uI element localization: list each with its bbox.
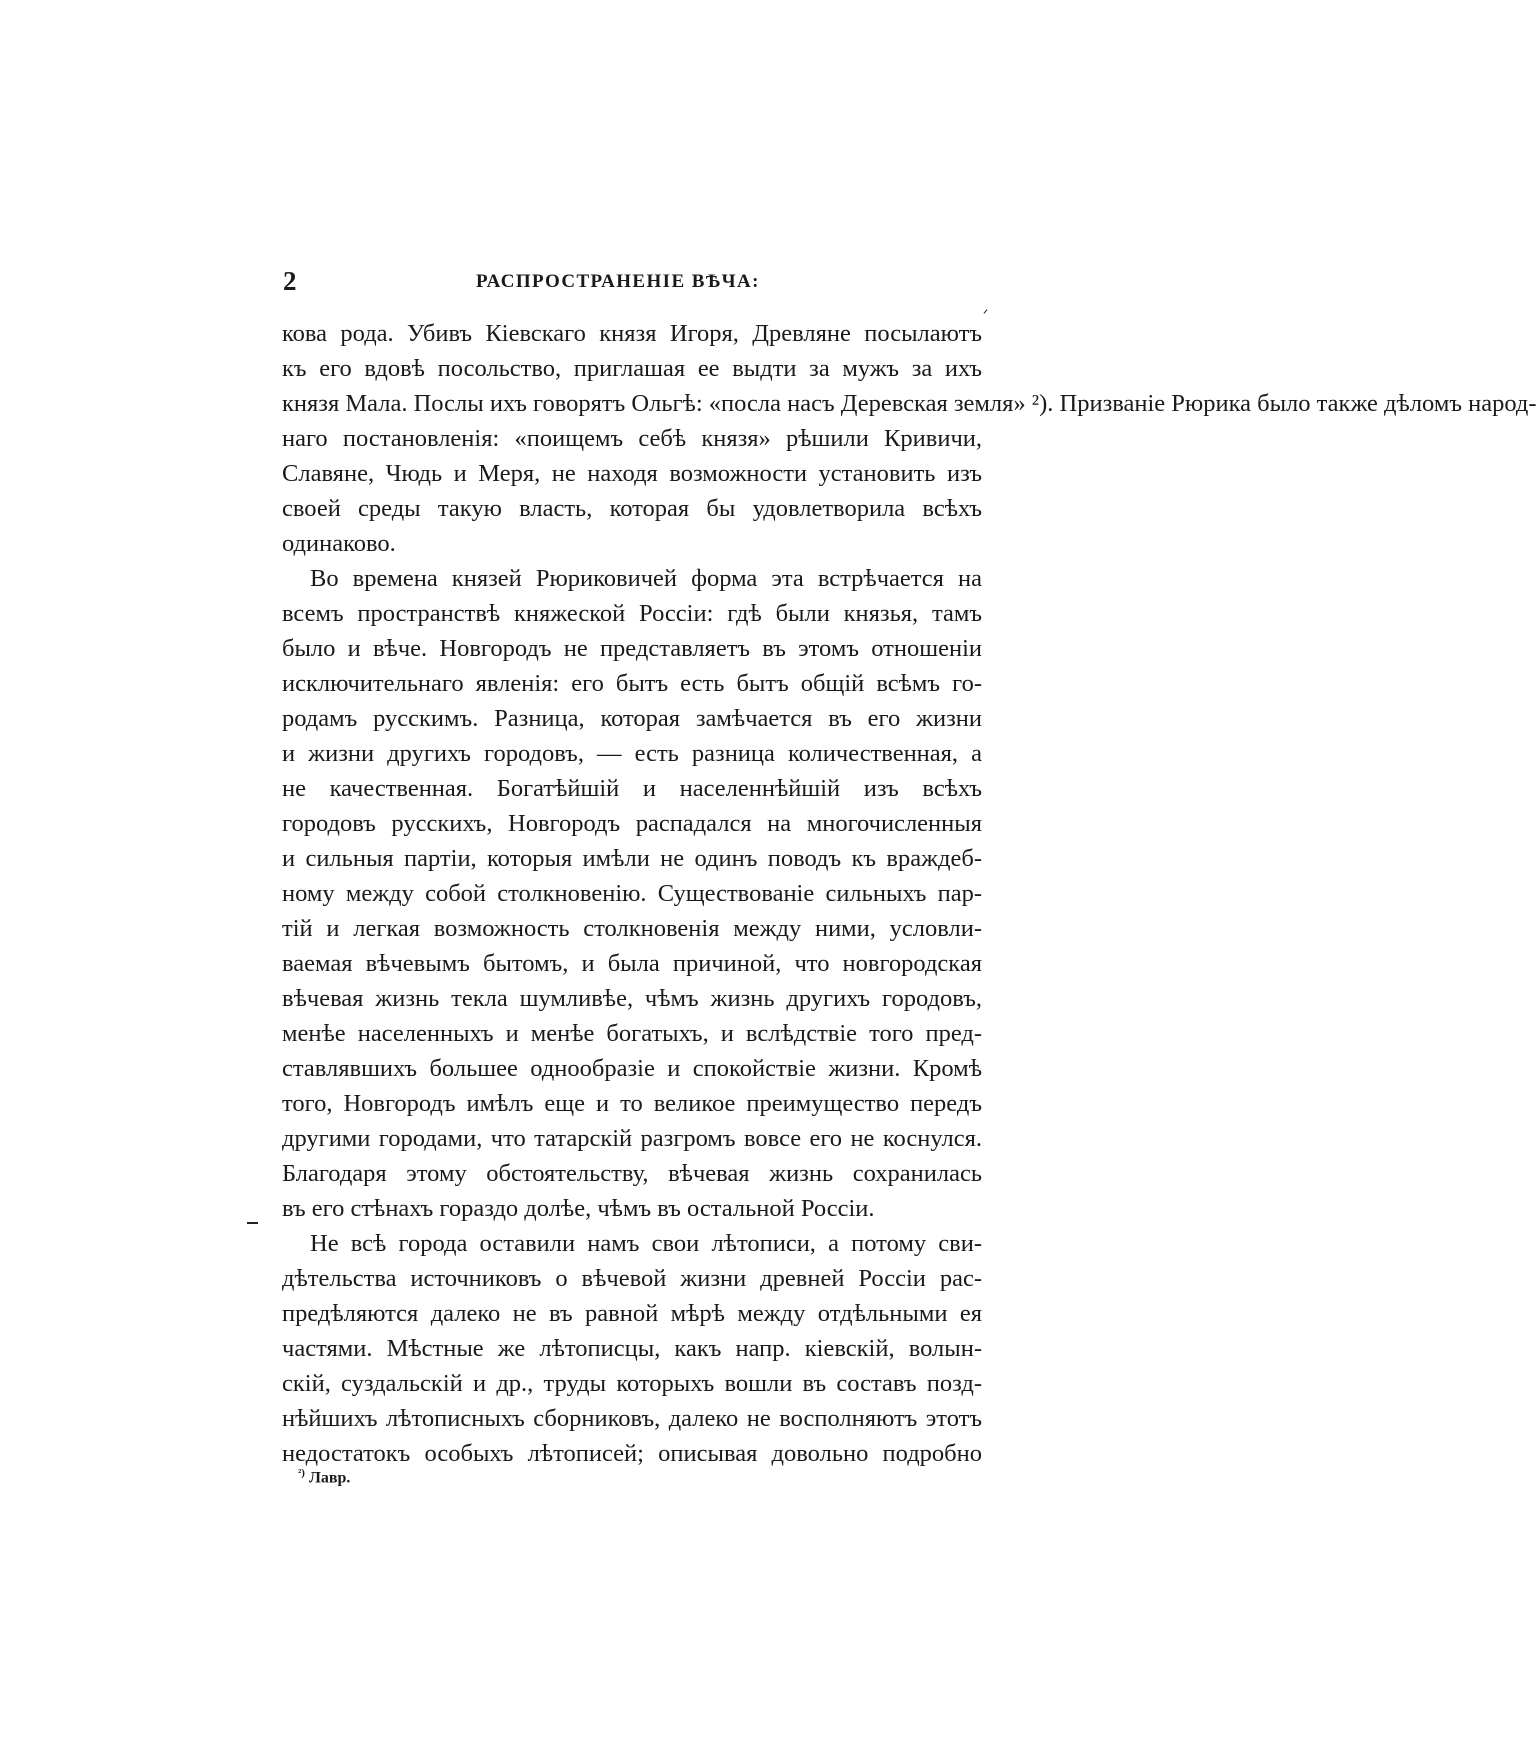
- page-number: 2: [283, 266, 297, 296]
- running-title: РАСПРОСТРАНЕНIЕ ВѢЧА:: [476, 271, 760, 292]
- text-line: менѣе населенныхъ и менѣе богатыхъ, и вслѣдствіе того пред-: [282, 1020, 982, 1047]
- text-line: не качественная. Богатѣйшій и населеннѣйшій изъ всѣхъ: [282, 775, 982, 802]
- text-line: дѣтельства источниковъ о вѣчевой жизни древней Россіи рас-: [282, 1265, 982, 1292]
- text-line: Благодаря этому обстоятельству, вѣчевая жизнь сохранилась: [282, 1160, 982, 1187]
- text-line: вѣчевая жизнь текла шумливѣе, чѣмъ жизнь другихъ городовъ,: [282, 985, 982, 1012]
- text-line: недостатокъ особыхъ лѣтописей; описывая довольно подробно: [282, 1440, 982, 1467]
- text-line: одинаково.: [282, 530, 396, 557]
- text-line: тій и легкая возможность столкновенія между ними, условли-: [282, 915, 982, 942]
- text-line: своей среды такую власть, которая бы удовлетворила всѣхъ: [282, 495, 982, 522]
- text-line: кова рода. Убивъ Кіевскаго князя Игоря, Древляне посылаютъ: [282, 320, 982, 347]
- text-line: въ его стѣнахъ гораздо долѣе, чѣмъ въ остальной Россіи.: [282, 1195, 875, 1222]
- text-line: и жизни другихъ городовъ, — есть разница количественная, а: [282, 740, 982, 767]
- text-line: и сильныя партіи, которыя имѣли не одинъ поводъ къ враждеб-: [282, 845, 982, 872]
- footnote-text: Лавр.: [308, 1469, 351, 1487]
- text-line: Не всѣ города оставили намъ свои лѣтописи, а потому сви-: [310, 1230, 982, 1257]
- margin-pencil-dash: [247, 1222, 258, 1224]
- text-line: исключительнаго явленія: его бытъ есть бытъ общій всѣмъ го-: [282, 670, 982, 697]
- text-line: князя Мала. Послы ихъ говорятъ Ольгѣ: «посла насъ Деревская земля» ²). Призваніе Рюрика было также дѣломъ народ-: [282, 390, 1537, 417]
- footnote-marker: ²): [298, 1467, 305, 1479]
- footnote: [298, 1467, 350, 1487]
- text-line: было и вѣче. Новгородъ не представляетъ въ этомъ отношеніи: [282, 635, 982, 662]
- text-line: ному между собой столкновенію. Существованіе сильныхъ пар-: [282, 880, 982, 907]
- text-line: всемъ пространствѣ княжеской Россіи: гдѣ были князья, тамъ: [282, 600, 982, 627]
- text-line: частями. Мѣстные же лѣтописцы, какъ напр. кіевскій, волын-: [282, 1335, 982, 1362]
- margin-pencil-tick: [984, 309, 988, 313]
- text-line: къ его вдовѣ посольство, приглашая ее выдти за мужъ за ихъ: [282, 355, 982, 382]
- text-line: скій, суздальскій и др., труды которыхъ вошли въ составъ позд-: [282, 1370, 982, 1397]
- text-line: того, Новгородъ имѣлъ еще и то великое преимущество передъ: [282, 1090, 982, 1117]
- text-line: Славяне, Чюдь и Меря, не находя возможности установить изъ: [282, 460, 982, 487]
- text-line: городовъ русскихъ, Новгородъ распадался на многочисленныя: [282, 810, 982, 837]
- text-line: ваемая вѣчевымъ бытомъ, и была причиной, что новгородская: [282, 950, 982, 977]
- text-line: другими городами, что татарскій разгромъ вовсе его не коснулся.: [282, 1125, 982, 1152]
- text-line: родамъ русскимъ. Разница, которая замѣчается въ его жизни: [282, 705, 982, 732]
- text-line: предѣляются далеко не въ равной мѣрѣ между отдѣльными ея: [282, 1300, 982, 1327]
- text-line: наго постановленія: «поищемъ себѣ князя» рѣшили Кривичи,: [282, 425, 982, 452]
- text-line: нѣйшихъ лѣтописныхъ сборниковъ, далеко не восполняютъ этотъ: [282, 1405, 982, 1432]
- body-text: [282, 316, 1537, 1471]
- text-line: ставлявшихъ большее однообразіе и спокойствіе жизни. Кромѣ: [282, 1055, 982, 1082]
- text-line: Во времена князей Рюриковичей форма эта встрѣчается на: [310, 565, 982, 592]
